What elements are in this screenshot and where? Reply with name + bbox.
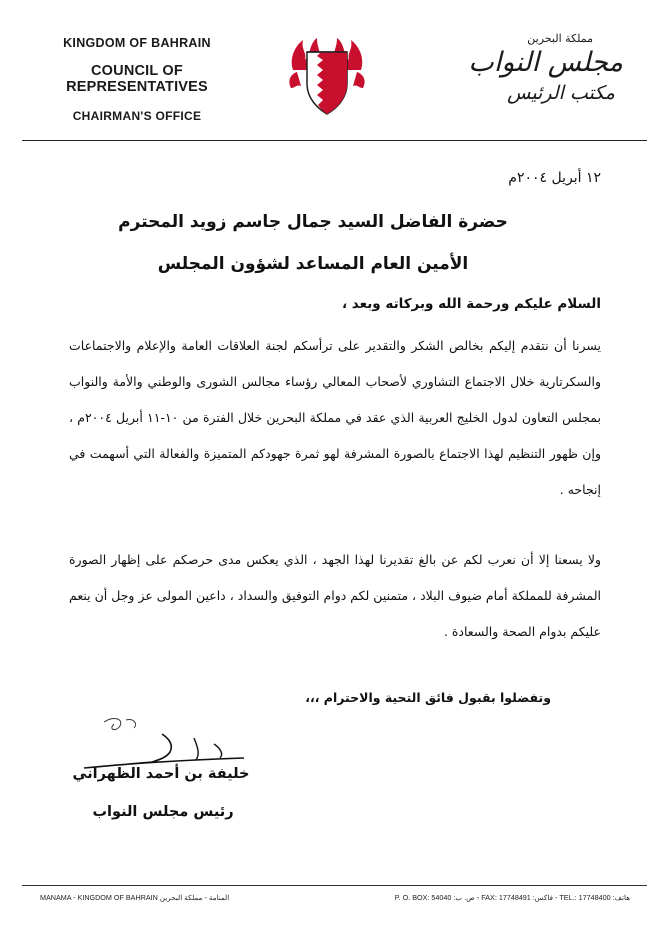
footer-phone-fax-pobox: هاتف: 17748400 :.TEL - فاكس: 17748491 :FAX - ص. ب: 54040 :P. O. BOX <box>394 893 630 902</box>
footer-divider <box>22 885 647 886</box>
footer-contact <box>40 893 630 902</box>
body-paragraph-1: يسرنا أن نتقدم إليكم بخالص الشكر والتقدير على ترأسكم لجنة العلاقات العامة والإعلام والاجتماعات والسكرتارية خلال الاجتماع التشاوري لأصحاب المعالي رؤساء مجالس الشورى والوطني والأمة والنواب بمجلس التعاون لدول الخليج العربية الذي عقد في مملكة البحرين خلال الفترة من ١٠-١١ أبريل ٢٠٠٤م ، وإن ظهور التنظيم لهذا الاجتماع بالصورة المشرفة لهو ثمرة جهودكم المتميزة والفعالة التي أسهمت في إنجاحه . <box>69 338 602 497</box>
arabic-kingdom-name: مملكة البحرين <box>527 32 593 45</box>
office-name: CHAIRMAN'S OFFICE <box>72 109 202 123</box>
arabic-office-name: مكتب الرئيس <box>507 82 615 105</box>
arabic-council-name: مجلس النواب <box>468 47 623 78</box>
body-paragraph-2: ولا يسعنا إلا أن نعرب لكم عن بالغ تقديرنا لهذا الجهد ، الذي يعكس مدى حرصكم على إظهار الصورة المشرفة للمملكة أمام ضيوف البلاد ، متمنين لكم دوام التوفيق والسداد ، داعين المولى عز وجل أن ينعم عليكم بدوام الصحة والسعادة . <box>69 552 601 639</box>
signatory-name: خليفة بن أحمد الظهراني <box>72 766 250 782</box>
english-letterhead <box>22 36 252 123</box>
arabic-letterhead <box>453 32 623 104</box>
council-name: COUNCIL OF REPRESENTATIVES <box>66 63 208 95</box>
addressee-title: الأمين العام المساعد لشؤون المجلس <box>157 254 469 274</box>
closing-line: وتفضلوا بقبول فائق التحية والاحترام ،،، <box>305 690 551 705</box>
header-divider <box>22 140 647 141</box>
kingdom-name: KINGDOM OF BAHRAIN <box>63 36 211 50</box>
letter-date: ١٢ أبريل ٢٠٠٤م <box>508 170 601 186</box>
bahrain-crest-icon <box>287 30 367 118</box>
greeting: السلام عليكم ورحمة الله وبركاته وبعد ، <box>341 296 601 312</box>
signatory-title: رئيس مجلس النواب <box>92 804 234 820</box>
footer-address: MANAMA - KINGDOM OF BAHRAIN المنامة - مملكة البحرين <box>40 893 230 902</box>
addressee-name: حضرة الفاضل السيد جمال جاسم زويد المحترم <box>118 212 508 232</box>
